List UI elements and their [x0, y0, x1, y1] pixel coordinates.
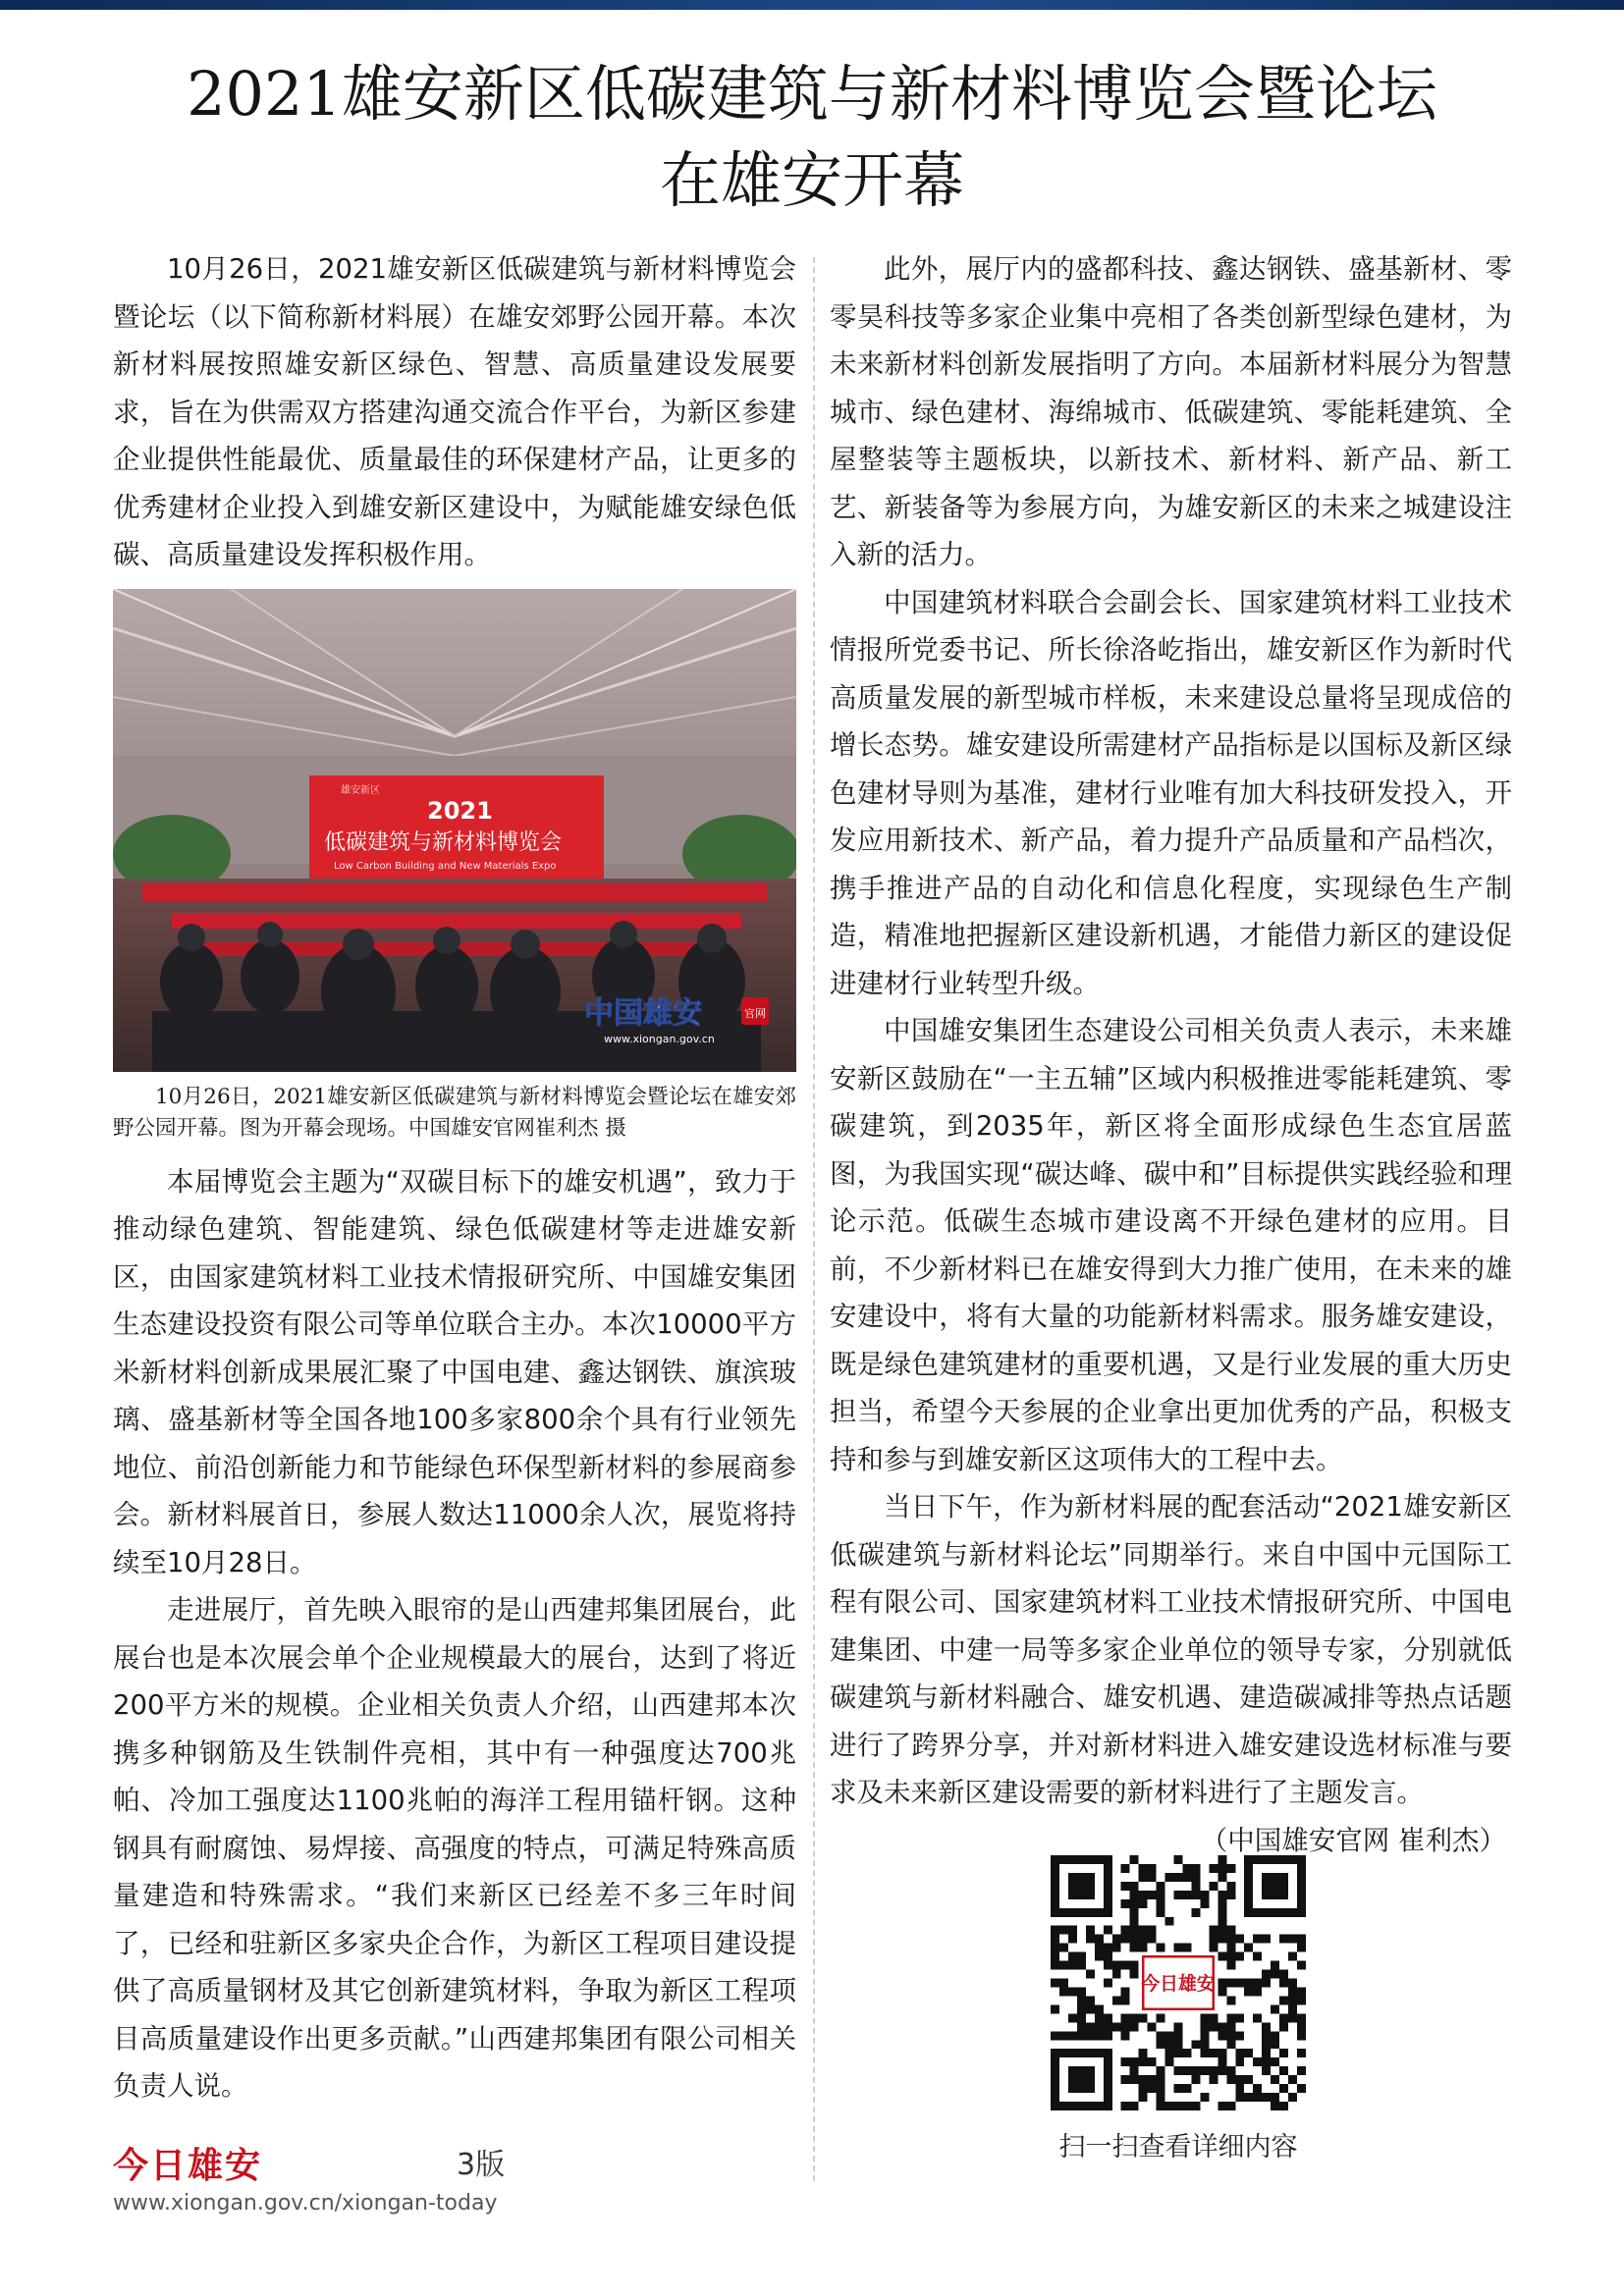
watermark-url: www.xiongan.gov.cn: [604, 1032, 715, 1045]
page-number: 3版: [457, 2148, 506, 2182]
paragraph: 本届博览会主题为“双碳目标下的雄安机遇”，致力于推动绿色建筑、智能建筑、绿色低碳建材等走进雄安新区，由国家建筑材料工业技术情报研究所、中国雄安集团生态建设投资有限公司等单位联合主办。本次10000平方米新材料创新成果展汇聚了中国电建、鑫达钢铁、旗滨玻璃、盛基新材等全国各地100多家800余个具有行业领先地位、前沿创新能力和节能绿色环保型新材料的参展商参会。新材料展首日，参展人数达11000余人次，展览将持续至10月28日。: [113, 1165, 796, 1578]
paragraph: 中国雄安集团生态建设公司相关负责人表示，未来雄安新区鼓励在“一主五辅”区域内积极推进零能耗建筑、零碳建筑，到2035年，新区将全面形成绿色生态宜居蓝图，为我国实现“碳达峰、碳中和”目标提供实践经验和理论示范。低碳生态城市建设离不开绿色建材的应用。目前，不少新材料已在雄安得到大力推广使用，在未来的雄安建设中，将有大量的功能新材料需求。服务雄安建设，既是绿色建筑建材的重要机遇，又是行业发展的重大历史担当，希望今天参展的企业拿出更加优秀的产品，积极支持和参与到雄安新区这项伟大的工程中去。: [830, 1015, 1512, 1475]
qr-caption: 扫一扫查看详细内容: [1058, 2132, 1298, 2163]
paragraph: 10月26日，2021雄安新区低碳建筑与新材料博览会暨论坛（以下简称新材料展）在雄安郊野公园开幕。本次新材料展按照雄安新区绿色、智慧、高质量建设发展要求，旨在为供需双方搭建沟通交流合作平台，为新区参建企业提供性能最优、质量最佳的环保建材产品，让更多的优秀建材企业投入到雄安新区建设中，为赋能雄安绿色低碳、高质量建设发挥积极作用。: [113, 253, 796, 570]
paragraph: 走进展厅，首先映入眼帘的是山西建邦集团展台，此展台也是本次展会单个企业规模最大的展台，达到了将近200平方米的规模。企业相关负责人介绍，山西建邦本次携多种钢筋及生铁制件亮相，其中有一种强度达700兆帕、冷加工强度达1100兆帕的海洋工程用锚杆钢。这种钢具有耐腐蚀、易焊接、高强度的特点，可满足特殊高质量建造和特殊需求。“我们来新区已经差不多三年时间了，已经和驻新区多家央企合作，为新区工程项目建设提供了高质量钢材及其它创新建筑材料，争取为新区工程项目高质量建设作出更多贡献。”山西建邦集团有限公司相关负责人说。: [113, 1594, 796, 2102]
photo-caption: 10月26日，2021雄安新区低碳建筑与新材料博览会暨论坛在雄安郊野公园开幕。图为开幕会现场。中国雄安官网崔利杰 摄: [113, 1084, 796, 1141]
paragraph: 中国建筑材料联合会副会长、国家建筑材料工业技术情报所党委书记、所长徐洛屹指出，雄安新区作为新时代高质量发展的新型城市样板，未来建设总量将呈现成倍的增长态势。雄安建设所需建材产品指标是以国标及新区绿色建材导则为基准，建材行业唯有加大科技研发投入，开发应用新技术、新产品，着力提升产品质量和产品档次，携手推进产品的自动化和信息化程度，实现绿色生产制造，精准地把握新区建设新机遇，才能借力新区的建设促进建材行业转型升级。: [830, 586, 1512, 999]
banner-main: 低碳建筑与新材料博览会: [324, 829, 563, 855]
qr-block: [1051, 1855, 1306, 2167]
banner-tag: 雄安新区: [341, 784, 380, 796]
title-line-2: 在雄安开幕: [659, 144, 964, 216]
article-byline: （中国雄安官网 崔利杰）: [1200, 1824, 1506, 1856]
watermark-seal: 官网: [744, 1006, 766, 1020]
left-column: [113, 245, 796, 2110]
photo-watermark: 中国雄安: [584, 995, 702, 1031]
qr-center-label: 今日雄安: [1141, 1973, 1216, 1996]
banner-year: 2021: [427, 796, 493, 825]
top-bar: [0, 0, 1624, 10]
title-line-1: 2021雄安新区低碳建筑与新材料博览会暨论坛: [187, 58, 1437, 130]
right-column: [830, 245, 1512, 1864]
qr-code[interactable]: [1051, 1855, 1306, 2110]
paragraph: 当日下午，作为新材料展的配套活动“2021雄安新区低碳建筑与新材料论坛”同期举行。来自中国中元国际工程有限公司、国家建筑材料工业技术情报研究所、中国电建集团、中建一局等多家企业单位的领导专家，分别就低碳建筑与新材料融合、雄安机遇、建造碳减排等热点话题进行了跨界分享，并对新材料进入雄安建设选材标准与要求及未来新区建设需要的新材料进行了主题发言。: [830, 1491, 1512, 1808]
page-title: [0, 51, 1624, 224]
footer-url[interactable]: www.xiongan.gov.cn/xiongan-today: [113, 2191, 498, 2216]
event-photo: [113, 589, 796, 1072]
column-divider: [813, 257, 815, 2181]
footer-brand-logo: 今日雄安: [113, 2145, 263, 2186]
banner-english: Low Carbon Building and New Materials Expo: [334, 860, 557, 872]
paragraph: 此外，展厅内的盛都科技、鑫达钢铁、盛基新材、零零昊科技等多家企业集中亮相了各类创新型绿色建材，为未来新材料创新发展指明了方向。本届新材料展分为智慧城市、绿色建材、海绵城市、低碳建筑、零能耗建筑、全屋整装等主题板块，以新技术、新材料、新产品、新工艺、新装备等为参展方向，为雄安新区的未来之城建设注入新的活力。: [830, 253, 1512, 570]
